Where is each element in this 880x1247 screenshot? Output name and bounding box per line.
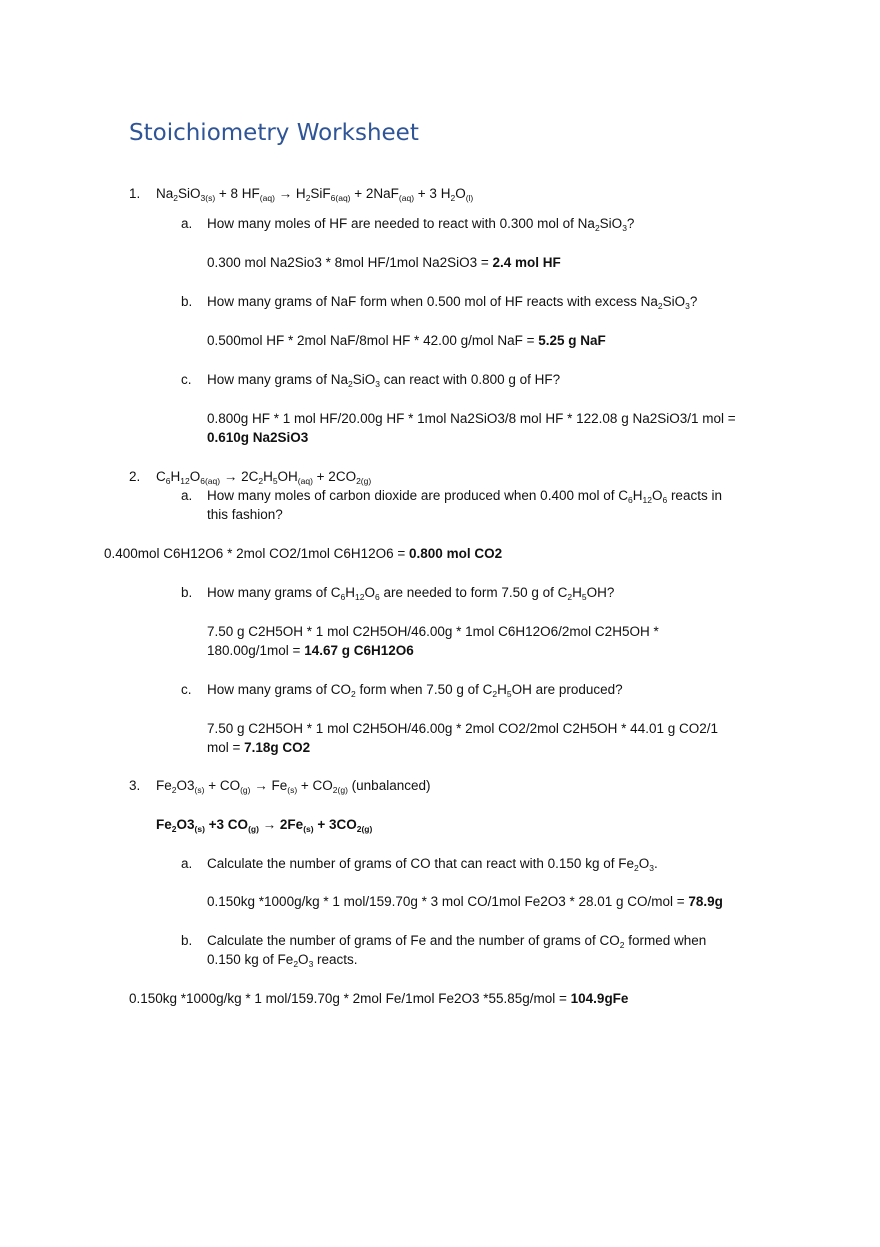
- problem-1-number: 1.: [129, 186, 141, 201]
- problem-1b-letter: b.: [181, 294, 193, 309]
- problem-1a-answer: 0.300 mol Na2Sio3 * 8mol HF/1mol Na2SiO3 = 2.4 mol HF: [207, 255, 561, 270]
- problem-2c-answer-line1: 7.50 g C2H5OH * 1 mol C2H5OH/46.00g * 2mol CO2/2mol C2H5OH * 44.01 g CO2/1: [207, 721, 718, 736]
- page-title: Stoichiometry Worksheet: [129, 120, 419, 146]
- problem-3b-answer: 0.150kg *1000g/kg * 1 mol/159.70g * 2mol Fe/1mol Fe2O3 *55.85g/mol = 104.9gFe: [129, 991, 629, 1006]
- problem-3-balanced-equation: $Fe_2O3_{(s)} +3$ $CO_{(g)} \to 2Fe_{(s)} + 3CO_{2(g)}$: [156, 817, 373, 834]
- problem-1b-question: How many grams of NaF form when 0.500 mol of HF reacts with excess $Na_2SiO_3$?: [207, 294, 698, 311]
- problem-1a-question: How many moles of HF are needed to react with 0.300 mol of $Na_2SiO_3$?: [207, 216, 635, 233]
- problem-3b-question-line1: Calculate the number of grams of Fe and the number of grams of $CO_2$ formed when: [207, 933, 707, 950]
- problem-1c-question: How many grams of $Na_2SiO_3$ can react with 0.800 g of HF?: [207, 372, 561, 389]
- problem-2a-letter: a.: [181, 488, 193, 503]
- problem-3b-letter: b.: [181, 933, 193, 948]
- problem-1c-letter: c.: [181, 372, 192, 387]
- problem-1c-answer-line1: 0.800g HF * 1 mol HF/20.00g HF * 1mol Na2SiO3/8 mol HF * 122.08 g Na2SiO3/1 mol =: [207, 411, 736, 426]
- problem-1-equation: $Na_2SiO_{3(s)} + 8$ $HF_{(aq)} \to H_2SiF_{6(aq)} + 2NaF_{(aq)} + 3$ $H_2O_{(l)}$: [156, 186, 474, 203]
- problem-2c-answer-line2: mol = 7.18g CO2: [207, 740, 311, 755]
- problem-2b-question: How many grams of $C_6H_{12}O_6$ are needed to form 7.50 g of $C_2H_5OH$?: [207, 585, 615, 602]
- problem-3a-question: Calculate the number of grams of CO that can react with 0.150 kg of $Fe_2O_3$.: [207, 856, 658, 873]
- problem-2b-answer-line1: 7.50 g C2H5OH * 1 mol C2H5OH/46.00g * 1mol C6H12O6/2mol C2H5OH *: [207, 624, 659, 639]
- problem-3b-question-line2: 0.150 kg of $Fe_2O_3$ reacts.: [207, 952, 358, 969]
- problem-1b-answer: 0.500mol HF * 2mol NaF/8mol HF * 42.00 g/mol NaF = 5.25 g NaF: [207, 333, 606, 348]
- problem-2b-answer-line2: 180.00g/1mol = 14.67 g C6H12O6: [207, 643, 414, 658]
- problem-2-equation: $C_6H_{12}O_{6(aq)} \to 2C_2H_5OH_{(aq)} + 2CO_{2(g)}$: [156, 469, 372, 486]
- problem-2a-question-line1: How many moles of carbon dioxide are produced when 0.400 mol of $C_6H_{12}O_6$ reacts in: [207, 488, 722, 505]
- problem-3-number: 3.: [129, 778, 141, 793]
- problem-3-equation: $Fe_2O3_{(s)} + CO_{(g)} \to Fe_{(s)} + CO_{2(g)}$ (unbalanced): [156, 778, 431, 795]
- problem-2b-letter: b.: [181, 585, 193, 600]
- problem-2a-question-line2: this fashion?: [207, 507, 283, 522]
- problem-2a-answer: 0.400mol C6H12O6 * 2mol CO2/1mol C6H12O6 = 0.800 mol CO2: [104, 546, 503, 561]
- problem-2c-letter: c.: [181, 682, 192, 697]
- problem-1c-answer-line2: 0.610g Na2SiO3: [207, 430, 309, 445]
- problem-3a-answer: 0.150kg *1000g/kg * 1 mol/159.70g * 3 mol CO/1mol Fe2O3 * 28.01 g CO/mol = 78.9g: [207, 894, 723, 909]
- problem-3a-letter: a.: [181, 856, 193, 871]
- problem-1a-letter: a.: [181, 216, 193, 231]
- problem-2c-question: How many grams of $CO_2$ form when 7.50 g of $C_2H_5OH$ are produced?: [207, 682, 623, 699]
- problem-2-number: 2.: [129, 469, 141, 484]
